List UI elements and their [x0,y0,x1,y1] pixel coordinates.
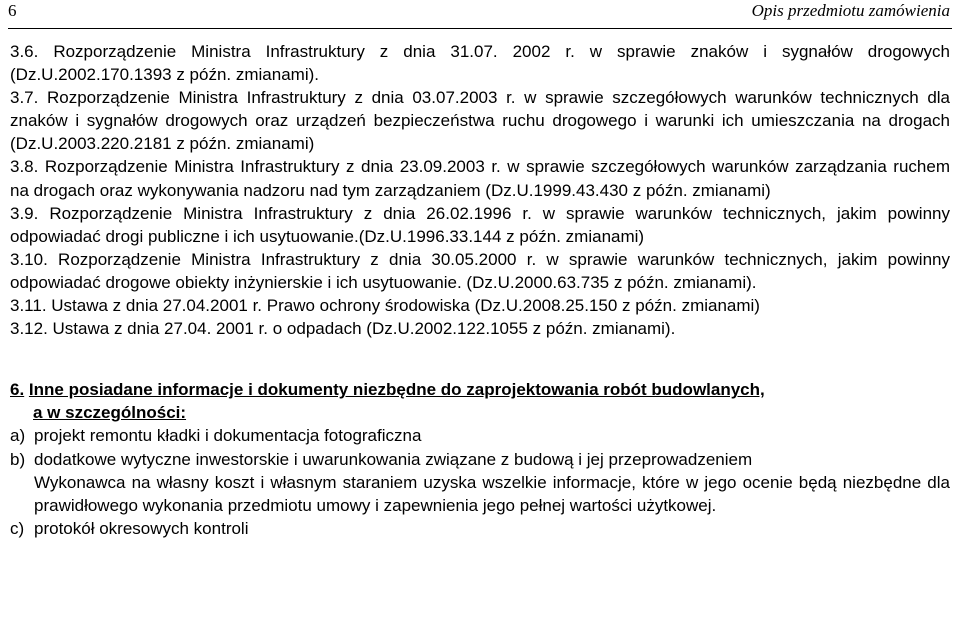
document-body [10,40,950,540]
regulation-3-11: 3.11. Ustawa z dnia 27.04.2001 r. Prawo ochrony środowiska (Dz.U.2008.25.150 z późn. zmianami) [10,296,760,316]
list-marker-c: c) [10,518,25,538]
regulation-3-10: 3.10. Rozporządzenie Ministra Infrastruktury z dnia 30.05.2000 r. w sprawie warunków technicznych, jakim powinny odpowiadać drogowe obiekty inżynierskie i ich usytuowanie. (Dz.U.2000.63.735 z późn. zmianami). [10,249,950,292]
page-number: 6 [8,1,17,20]
list-text-b: dodatkowe wytyczne inwestorskie i uwarunkowania związane z budową i jej przeprowadzeniem [34,449,753,469]
list-item-b [10,448,950,471]
regulation-3-9: 3.9. Rozporządzenie Ministra Infrastruktury z dnia 26.02.1996 r. w sprawie warunków technicznych, jakim powinny odpowiadać drogi publiczne i ich usytuowanie.(Dz.U.1996.33.144 z późn. zmianami) [10,203,950,246]
section-6-title-line2: a w szczególności: [33,403,187,423]
section-6-heading [10,378,950,401]
list-item-c [10,517,950,540]
regulation-3-6: 3.6. Rozporządzenie Ministra Infrastruktury z dnia 31.07. 2002 r. w sprawie znaków i sygnałów drogowych (Dz.U.2002.170.1393 z późn. zmianami). [10,42,950,85]
section-6-heading-continued [10,401,950,424]
section-6-title: Inne posiadane informacje i dokumenty niezbędne do zaprojektowania robót budowlanych, [28,380,765,400]
list-item-a [10,424,950,447]
header-rule [8,28,952,29]
list-text-c: protokół okresowych kontroli [34,518,249,538]
regulation-3-7: 3.7. Rozporządzenie Ministra Infrastruktury z dnia 03.07.2003 r. w sprawie szczegółowych warunków technicznych dla znaków i sygnałów drogowych oraz urządzeń bezpieczeństwa ruchu drogowego i warunki ich umieszczania na drogach (Dz.U.2003.220.2181 z późn. zmianami) [10,88,950,154]
regulation-3-12: 3.12. Ustawa z dnia 27.04. 2001 r. o odpadach (Dz.U.2002.122.1055 z późn. zmianami). [10,319,676,339]
list-text-a: projekt remontu kładki i dokumentacja fotograficzna [34,426,422,446]
section-6-number: 6. [10,380,25,400]
list-item-b-continuation: Wykonawca na własny koszt i własnym staraniem uzyska wszelkie informacje, które w jego ocenie będą niezbędne dla prawidłowego wykonania przedmiotu umowy i zapewnienia jego pełnej wartości użytkowej. [34,472,950,515]
running-title: Opis przedmiotu zamówienia [751,1,950,20]
page-header [0,0,960,32]
regulation-3-8: 3.8. Rozporządzenie Ministra Infrastruktury z dnia 23.09.2003 r. w sprawie szczegółowych warunków zarządzania ruchem na drogach oraz wykonywania nadzoru nad tym zarządzaniem (Dz.U.1999.43.430 z późn. zmianami) [10,157,950,200]
section-spacer [10,340,950,378]
list-marker-a: a) [10,426,26,446]
list-marker-b: b) [10,449,26,469]
